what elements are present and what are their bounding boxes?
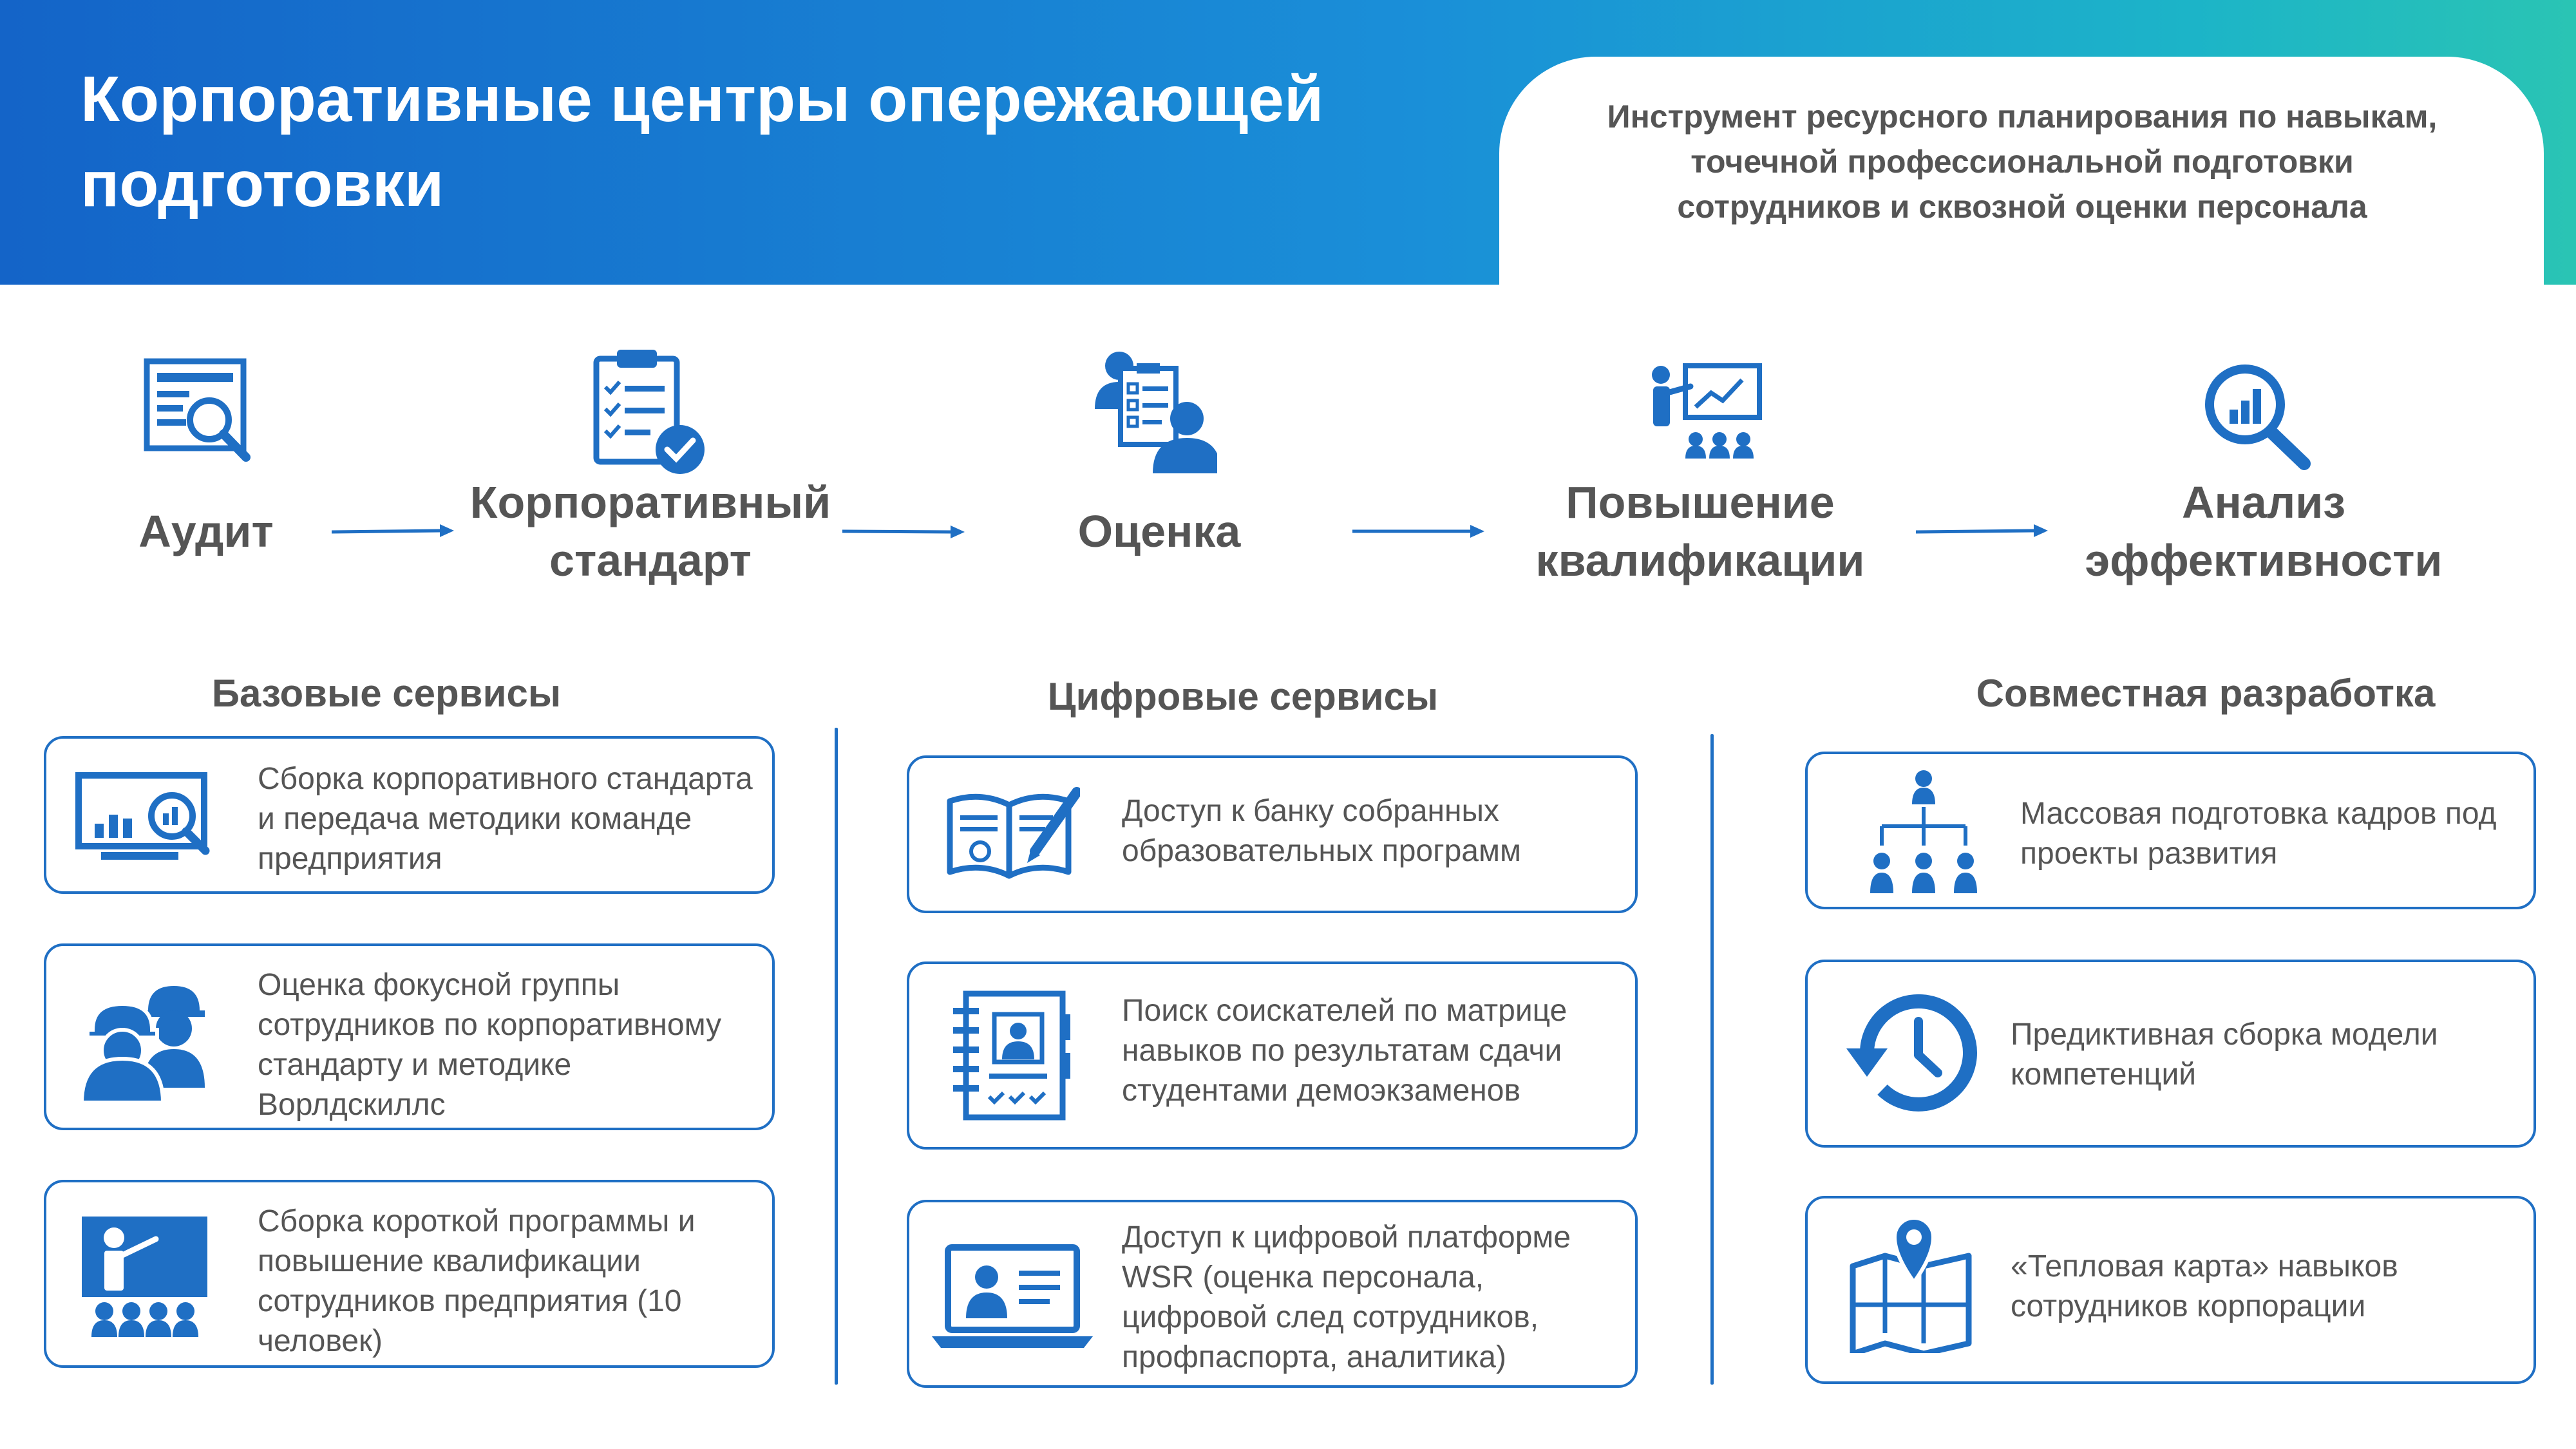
step-qualification-line1: Повышение <box>1566 477 1835 527</box>
resume-notebook-icon <box>948 989 1074 1124</box>
card-base-short-program <box>44 1180 775 1368</box>
training-class-icon <box>79 1213 214 1339</box>
step-qualification-line2: квалификации <box>1535 535 1865 585</box>
card-text: Доступ к цифровой платформе WSR (оценка персонала, цифровой след сотрудников, профпаспорта, аналитика) <box>1122 1220 1571 1374</box>
card-text: «Тепловая карта» навыков сотрудников корпорации <box>2011 1249 2398 1323</box>
assessment-icon <box>1088 348 1217 477</box>
step-assessment <box>1030 502 1288 560</box>
arrow-right-icon <box>332 518 454 544</box>
page-title: Корпоративные центры опережающей подготовки <box>80 63 1324 220</box>
card-joint-mass-training <box>1805 752 2536 909</box>
step-standard-line1: Корпоративный <box>469 477 831 527</box>
clipboard-check-icon <box>591 345 707 477</box>
card-text: Предиктивная сборка модели компетенций <box>2011 1018 2438 1092</box>
step-standard-line2: стандарт <box>549 535 752 585</box>
card-base-standard <box>44 736 775 894</box>
step-audit-label: Аудит <box>138 506 274 556</box>
card-digital-candidate-search <box>907 961 1638 1150</box>
arrow-right-icon <box>842 518 965 544</box>
section-title-joint: Совместная разработка <box>1976 672 2436 715</box>
step-efficiency-line1: Анализ <box>2181 477 2346 527</box>
history-clock-icon <box>1840 981 1982 1123</box>
step-efficiency-analysis <box>2061 473 2467 589</box>
card-text: Доступ к банку собранных образовательных программ <box>1122 794 1521 868</box>
laptop-profile-icon <box>929 1242 1096 1352</box>
card-text: Сборка корпоративного стандарта и передача методики команде предприятия <box>258 762 753 876</box>
arrow-right-icon <box>1352 518 1484 544</box>
card-base-focus-group <box>44 943 775 1130</box>
card-text: Сборка короткой программы и повышение квалификации сотрудников предприятия (10 человек) <box>258 1204 696 1358</box>
analytics-magnifier-icon <box>2201 361 2324 473</box>
presentation-icon <box>1645 361 1765 464</box>
card-joint-heat-map <box>1805 1196 2536 1384</box>
step-qualification <box>1501 473 1900 589</box>
org-structure-icon <box>1869 767 1978 896</box>
step-assessment-label: Оценка <box>1077 506 1241 556</box>
step-efficiency-line2: эффективности <box>2085 535 2443 585</box>
arrow-right-icon <box>1916 518 2048 544</box>
card-text: Массовая подготовка кадров под проекты развития <box>2020 797 2497 871</box>
section-title-digital: Цифровые сервисы <box>1047 675 1439 718</box>
card-text: Оценка фокусной группы сотрудников по корпоративному стандарту и методике Ворлдскиллс <box>258 968 722 1122</box>
card-text: Поиск соискателей по матрице навыков по результатам сдачи студентами демоэкзаменов <box>1122 994 1567 1108</box>
column-divider <box>1710 734 1714 1385</box>
card-digital-wsr-platform <box>907 1200 1638 1388</box>
step-audit <box>109 502 303 560</box>
card-joint-predictive-model <box>1805 960 2536 1148</box>
open-book-pen-icon <box>945 787 1080 884</box>
card-digital-program-bank <box>907 755 1638 913</box>
column-divider <box>835 728 838 1385</box>
monitor-analytics-icon <box>75 772 220 866</box>
map-pin-icon <box>1846 1208 1975 1353</box>
page-subtitle: Инструмент ресурсного планирования по навыкам, точечной профессиональной подготовки сотрудников и сквозной оценки персонала <box>1607 99 2438 225</box>
section-title-base: Базовые сервисы <box>211 672 562 715</box>
workers-helmet-icon <box>79 972 217 1104</box>
step-corporate-standard <box>451 473 850 589</box>
audit-icon <box>143 357 256 470</box>
